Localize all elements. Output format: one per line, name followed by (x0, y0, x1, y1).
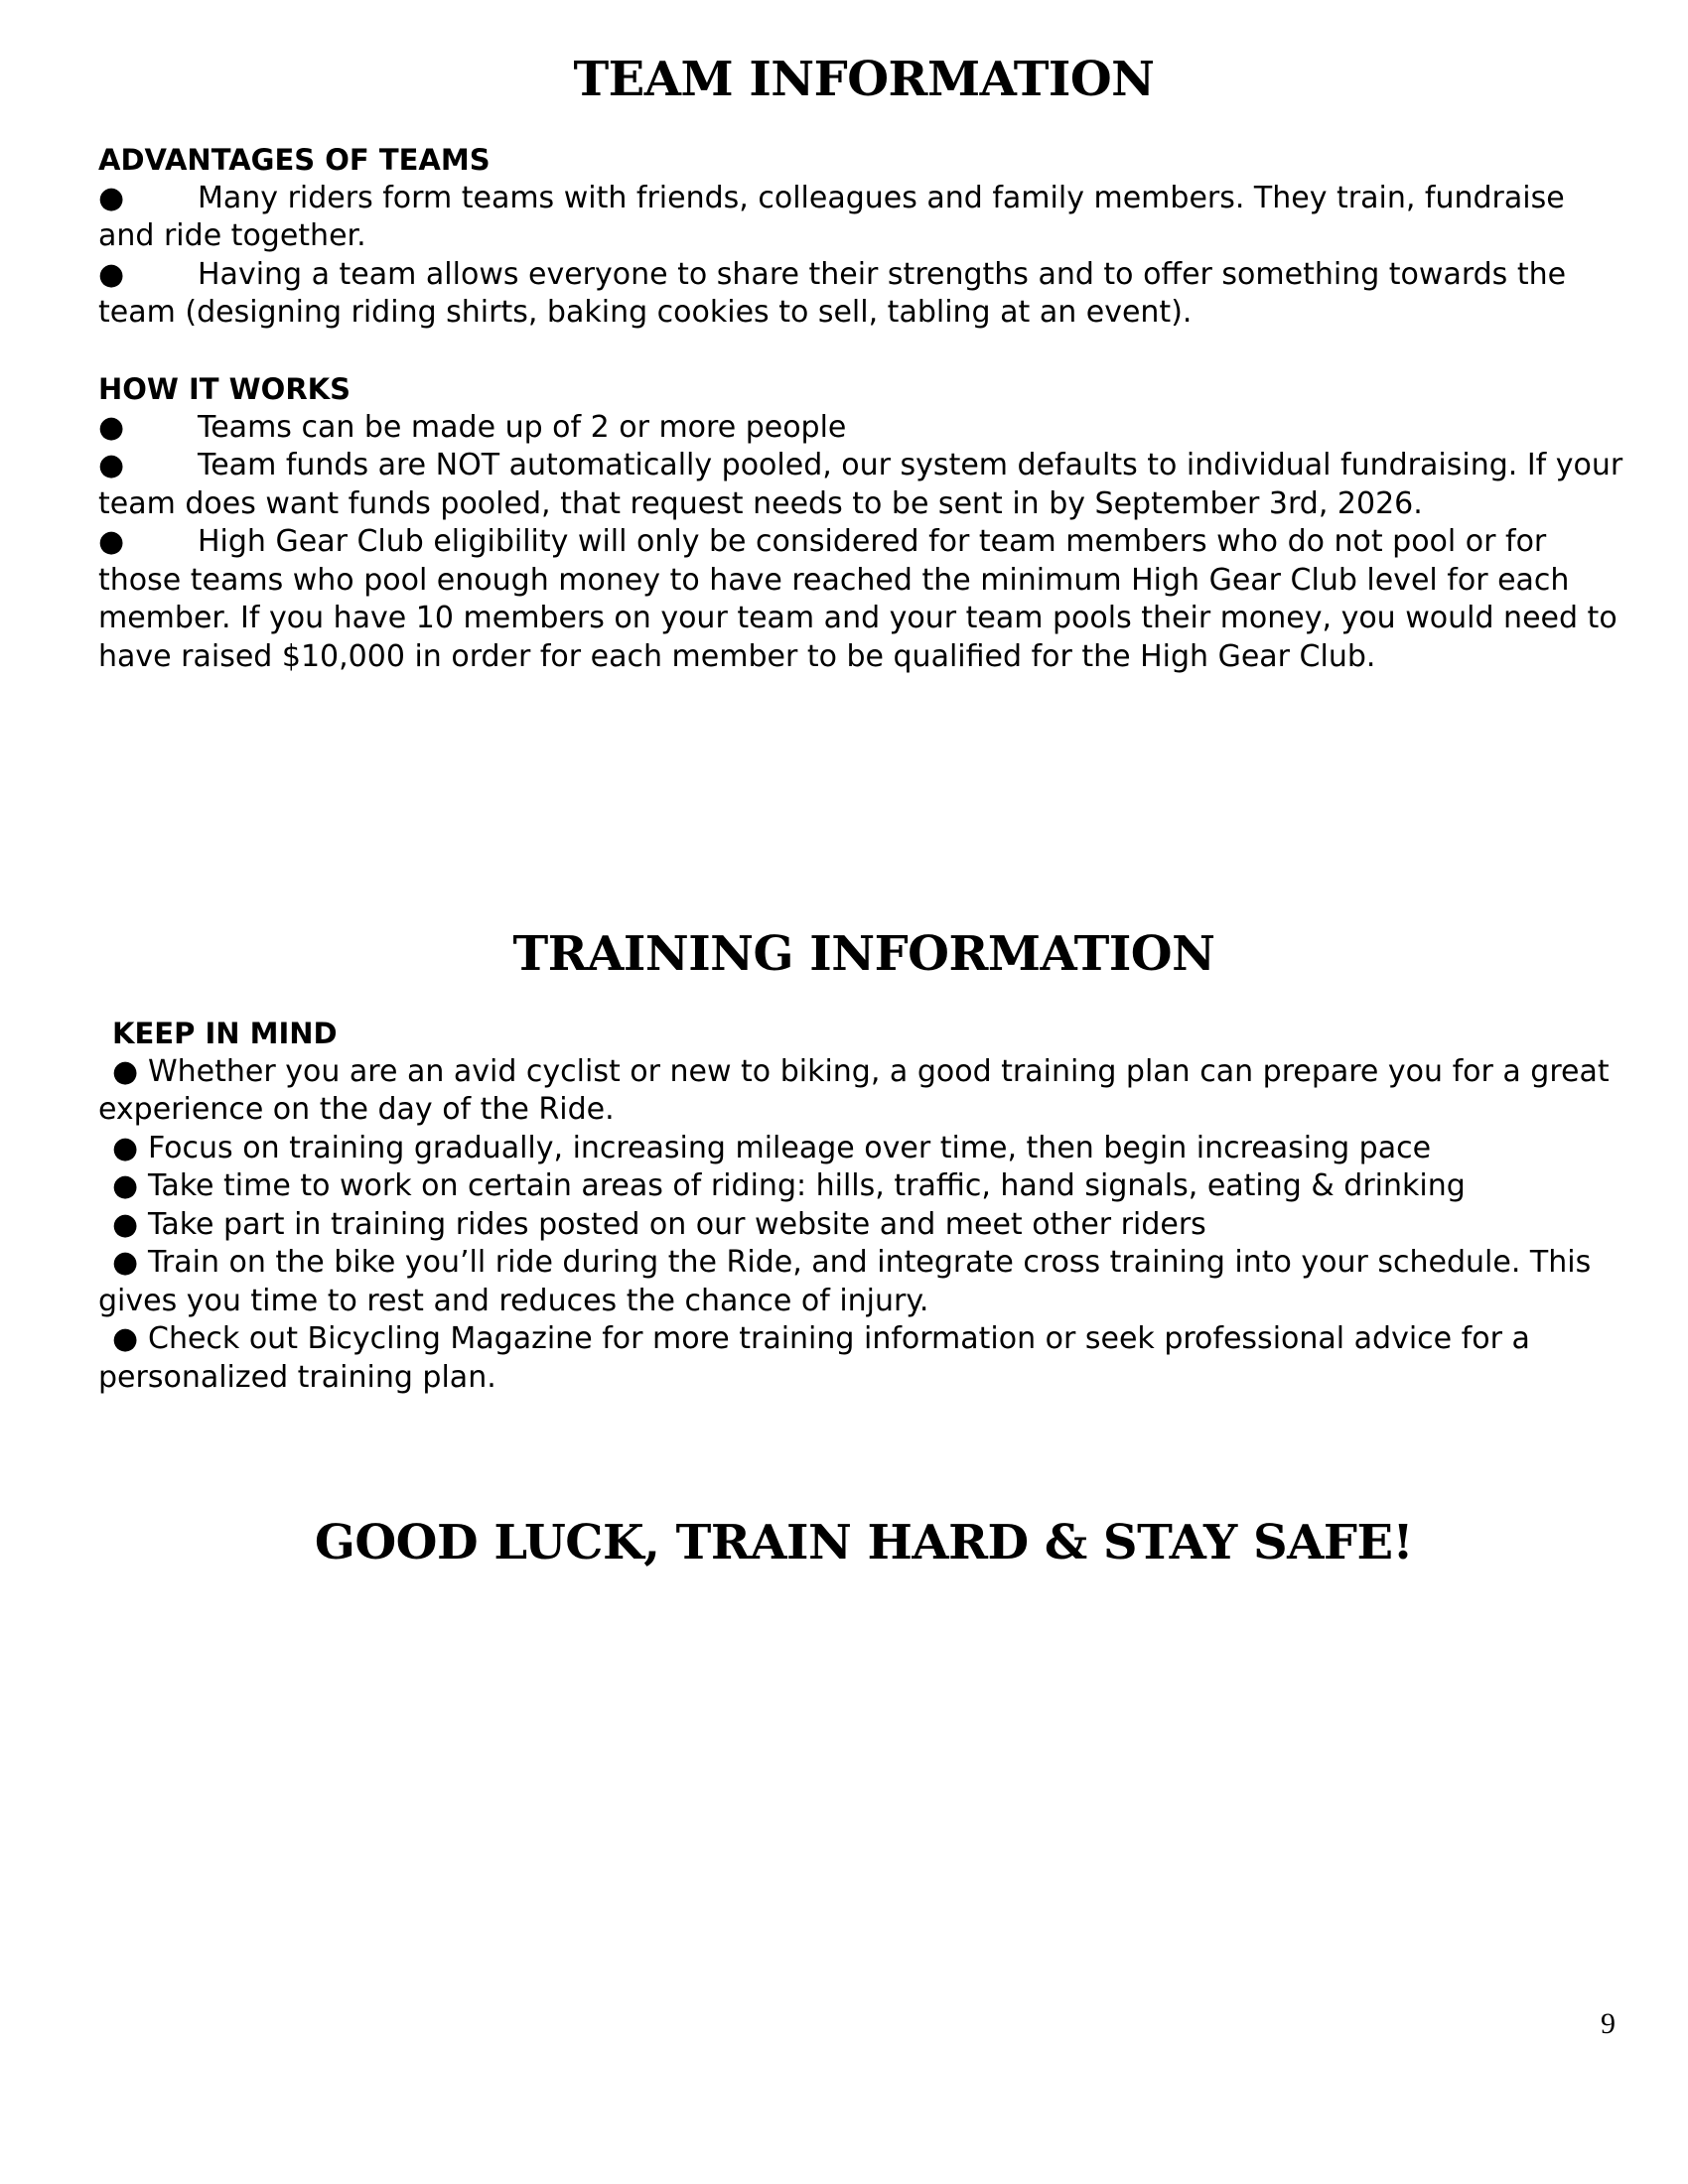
bullet-icon: ● (112, 1245, 139, 1280)
training-tip-item: ● Whether you are an avid cyclist or new to biking, a good training plan can prepare you for a great experience on the day of the Ride. (98, 1053, 1610, 1127)
page-number: 9 (1601, 2007, 1616, 2040)
advantage-item: ● Having a team allows everyone to share their strengths and to offer something towards the team (designing riding shirts, baking cookies to sell, tabling at an event). (98, 256, 1567, 330)
bullet-icon: ● (98, 524, 125, 559)
training-tip-item: ● Take part in training rides posted on our website and meet other riders (98, 1206, 1627, 1245)
team-section (98, 141, 1627, 676)
bullet-icon: ● (112, 1053, 139, 1089)
training-tip-item: ● Check out Bicycling Magazine for more training information or seek professional advice for a personalized training plan. (98, 1321, 1530, 1395)
bullet-icon: ● (98, 180, 125, 215)
training-section (98, 1015, 1627, 1397)
advantage-item: ● Many riders form teams with friends, colleagues and family members. They train, fundraise and ride together. (98, 180, 1565, 253)
keep-in-mind-heading: KEEP IN MIND (112, 1017, 338, 1050)
bullet-icon: ● (112, 1130, 139, 1165)
bullet-icon: ● (112, 1321, 139, 1356)
team-information-title: TEAM INFORMATION (573, 52, 1155, 107)
how-it-works-item: ● Teams can be made up of 2 or more people (98, 409, 1627, 448)
training-tip-item: ● Focus on training gradually, increasing mileage over time, then begin increasing pace (98, 1130, 1627, 1168)
how-it-works-item: ● High Gear Club eligibility will only be considered for team members who do not pool or for those teams who pool enough money to have reached the minimum High Gear Club level for each member. If you have 10 members on your team and your team pools their money, you would need to have raised $10,000 in order for each member to be qualified for the High Gear Club. (98, 524, 1618, 674)
bullet-icon: ● (98, 409, 125, 445)
advantages-heading: ADVANTAGES OF TEAMS (98, 143, 491, 177)
training-information-title: TRAINING INFORMATION (512, 926, 1215, 982)
closing-message: GOOD LUCK, TRAIN HARD & STAY SAFE! (314, 1515, 1414, 1570)
training-tip-item: ● Train on the bike you’ll ride during the Ride, and integrate cross training into your schedule. This gives you time to rest and reduces the chance of injury. (98, 1245, 1592, 1318)
bullet-icon: ● (112, 1206, 139, 1242)
how-it-works-heading: HOW IT WORKS (98, 372, 352, 406)
bullet-icon: ● (98, 256, 125, 292)
bullet-icon: ● (98, 448, 125, 482)
how-it-works-item: ● Team funds are NOT automatically pooled, our system defaults to individual fundraising. If your team does want funds pooled, that request needs to be sent in by September 3rd, 2026. (98, 448, 1623, 521)
training-tip-item: ● Take time to work on certain areas of riding: hills, traffic, hand signals, eating & drinking (98, 1167, 1627, 1206)
bullet-icon: ● (112, 1168, 139, 1203)
